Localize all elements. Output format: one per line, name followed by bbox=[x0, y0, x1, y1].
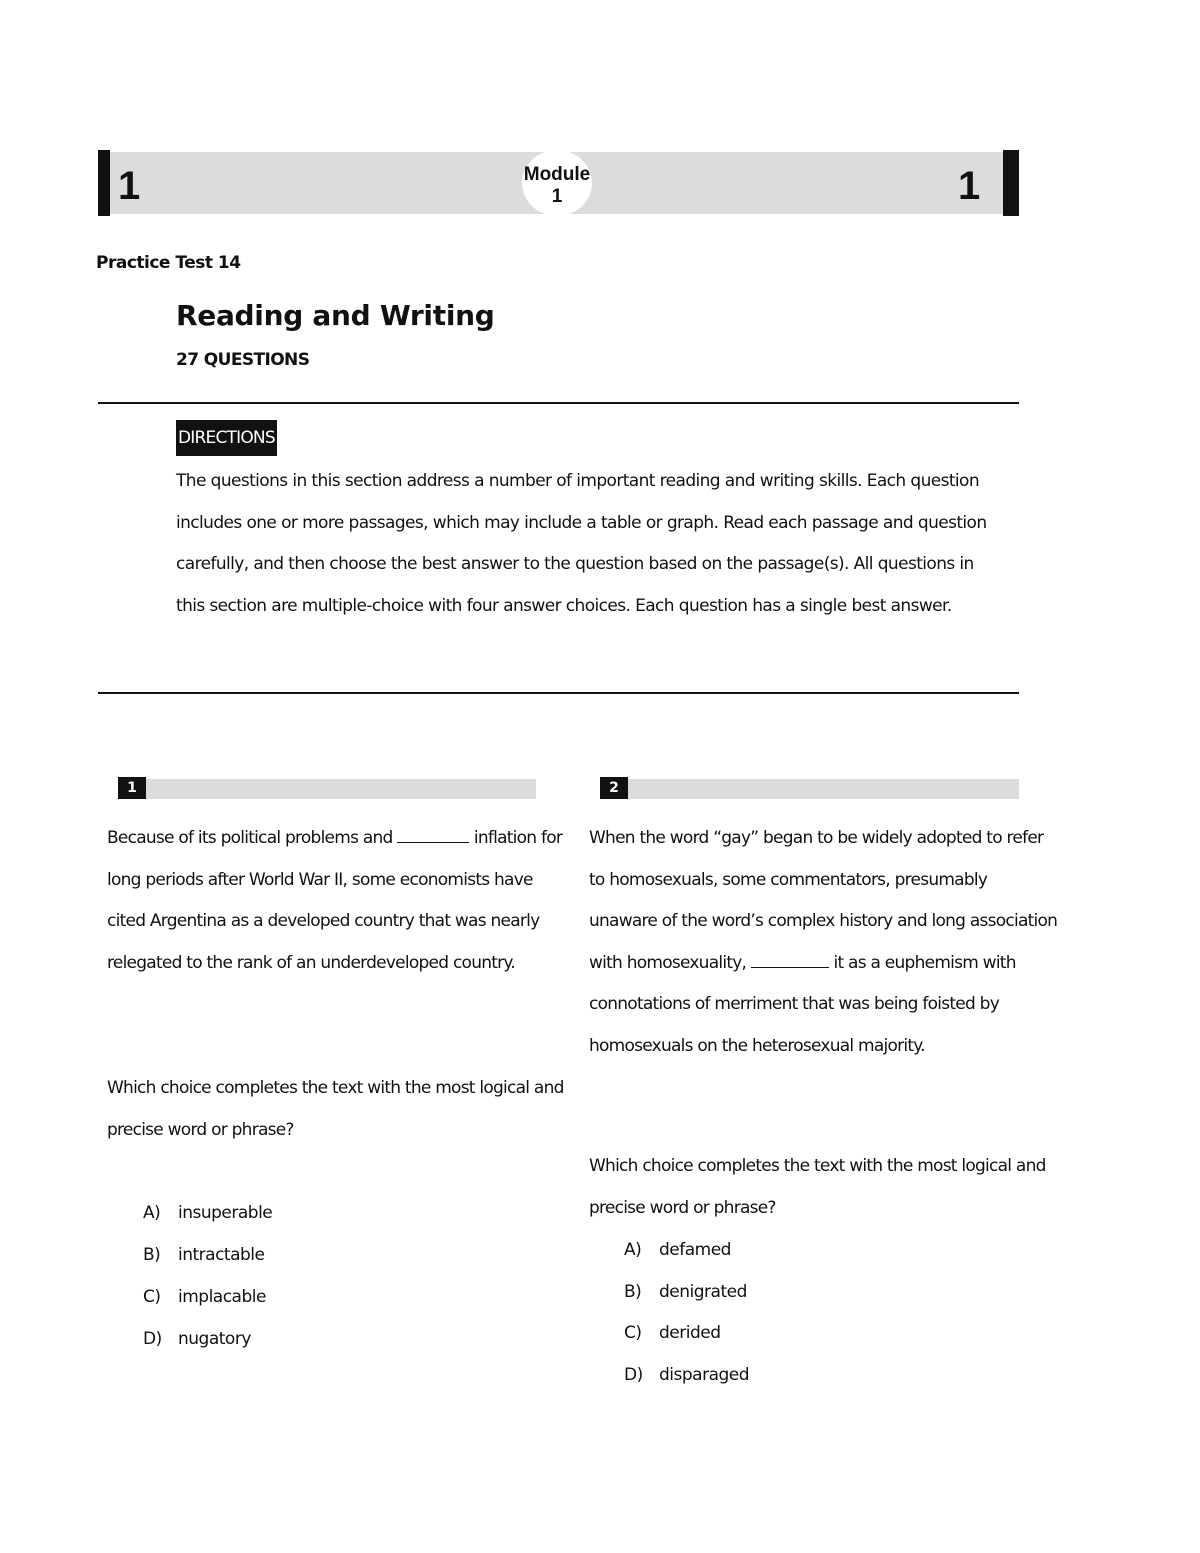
question-2-choice-b[interactable] bbox=[624, 1282, 874, 1302]
question-count: 27 QUESTIONS bbox=[176, 350, 310, 370]
question-2-prompt: Which choice completes the text with the most logical and precise word or phrase? bbox=[589, 1156, 1046, 1218]
module-label bbox=[500, 164, 614, 208]
choice-text: defamed bbox=[659, 1240, 731, 1260]
header-left-number: 1 bbox=[118, 164, 141, 208]
question-2-choice-c[interactable] bbox=[624, 1323, 874, 1343]
choice-letter: B) bbox=[624, 1282, 642, 1302]
choice-text: implacable bbox=[178, 1287, 266, 1307]
question-1-choice-d[interactable] bbox=[143, 1329, 393, 1349]
question-1-passage-start: Because of its political problems and bbox=[107, 828, 393, 848]
question-2-passage-end: it as a euphemism with connotations of merriment that was being foisted by homosexuals on the heterosexual majority. bbox=[589, 952, 1016, 1056]
question-1-passage-end: inflation for long periods after World War II, some economists have cited Argentina as a developed country that was nearly relegated to the rank of an underdeveloped country. bbox=[107, 828, 563, 973]
question-1-choice-a[interactable] bbox=[143, 1203, 393, 1223]
module-label-text: Module bbox=[523, 164, 591, 185]
question-1-choice-b[interactable] bbox=[143, 1245, 393, 1265]
section-title: Reading and Writing bbox=[176, 299, 495, 332]
question-1-header-bar bbox=[118, 779, 536, 799]
choice-text: intractable bbox=[178, 1245, 265, 1265]
question-2-passage-start: When the word “gay” began to be widely adopted to refer to homosexuals, some commentators, presumably unaware of the word’s complex history and long association with homosexuality, bbox=[589, 828, 1058, 973]
choice-letter: C) bbox=[143, 1287, 161, 1307]
header-right-number: 1 bbox=[958, 164, 981, 208]
choice-letter: A) bbox=[143, 1203, 161, 1223]
practice-test-label: Practice Test 14 bbox=[96, 253, 241, 273]
question-2-passage bbox=[589, 818, 1059, 1068]
choice-letter: D) bbox=[143, 1329, 162, 1349]
question-2-number: 2 bbox=[600, 777, 628, 799]
question-1-blank bbox=[397, 828, 469, 843]
choice-text: disparaged bbox=[659, 1365, 750, 1385]
choice-text: derided bbox=[659, 1323, 721, 1343]
question-2-choice-d[interactable] bbox=[624, 1365, 874, 1385]
divider-bottom bbox=[98, 692, 1019, 694]
question-1-passage bbox=[107, 818, 567, 984]
choice-text: insuperable bbox=[178, 1203, 273, 1223]
choice-letter: B) bbox=[143, 1245, 161, 1265]
choice-letter: C) bbox=[624, 1323, 642, 1343]
question-2-blank bbox=[751, 953, 829, 968]
choice-letter: D) bbox=[624, 1365, 643, 1385]
header-right-marker bbox=[1003, 150, 1019, 216]
question-1-prompt: Which choice completes the text with the most logical and precise word or phrase? bbox=[107, 1078, 564, 1140]
choice-text: denigrated bbox=[659, 1282, 747, 1302]
question-1-choice-c[interactable] bbox=[143, 1287, 393, 1307]
header-left-marker bbox=[98, 150, 110, 216]
question-1-number: 1 bbox=[118, 777, 146, 799]
directions-label: DIRECTIONS bbox=[176, 420, 277, 456]
module-number: 1 bbox=[551, 186, 563, 207]
directions-text: The questions in this section address a number of important reading and writing skills. Each question includes one or more passages, which may include a table or graph. Read each passage and question carefully, and then choose the best answer to the question based on the passage(s). All questions in this section are multiple-choice with four answer choices. Each question has a single best answer. bbox=[176, 471, 987, 616]
choice-letter: A) bbox=[624, 1240, 642, 1260]
divider-top bbox=[98, 402, 1019, 404]
choice-text: nugatory bbox=[178, 1329, 251, 1349]
question-2-choice-a[interactable] bbox=[624, 1240, 874, 1260]
question-2-header-bar bbox=[600, 779, 1019, 799]
